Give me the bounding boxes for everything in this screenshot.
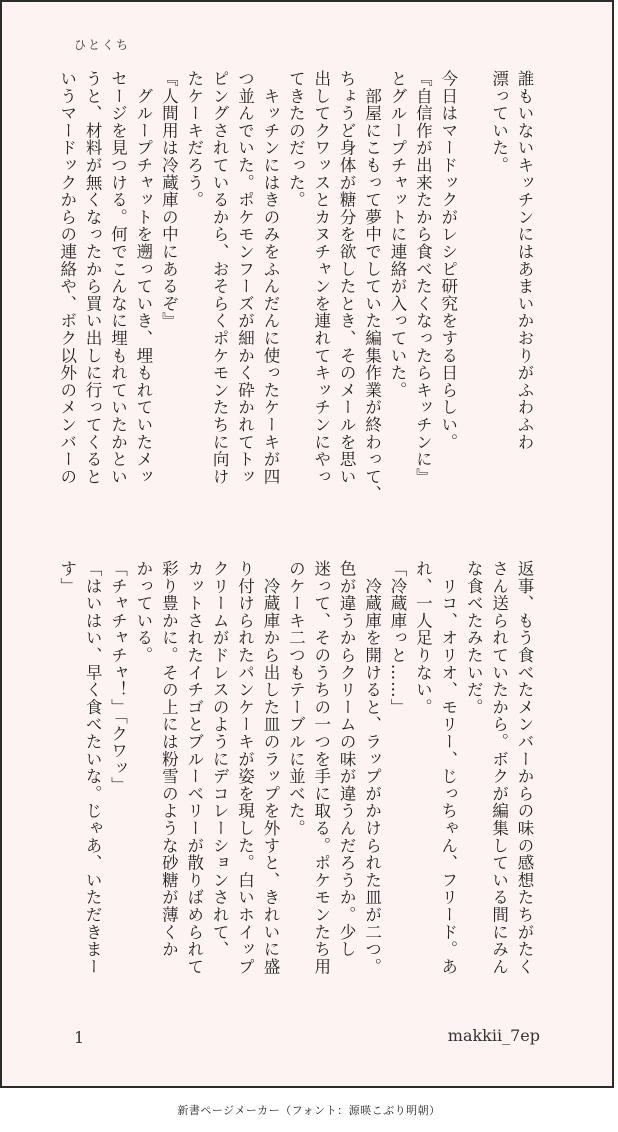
author-handle: makkii_7ep [447,1026,540,1045]
body-text-lower: 返事、もう食べたメンバーからの味の感想たちがたく さん送られていたから。ボクが編集している間にみん な食べたみたいだ。 リコ、オリオ、モリー、じっちゃん、フリード。あ れ、一人足りない。 「冷蔵庫っと……」 冷蔵庫を開けると、ラップがかけられた皿が二つ。 色が違うからクリームの味が違うんだろうか。少し 迷って、そのうちの一つを手に取る。ポケモンたち用 のケーキ二つもテーブルに並べた。 冷蔵庫から出した皿のラップを外すと、きれいに盛 り付けられたパンケーキが姿を現した。白いホイップ クリームがドレスのようにデコレーションされて、 カットされたイチゴとブルーベリーが散りばめられて 彩り豊かに。その上には粉雪のような砂糖が薄くか かっている。 「チャチャチャ！」「クワッ」 「はいはい、早く食べたいな。じゃあ、いただきまー す」 [57,560,534,976]
page-number: 1 [74,1028,85,1047]
body-text-upper: 誰もいないキッチンにはあまいかおりがふわふわ 漂っていた。 今日はマードックがレシピ研究をする日らしい。 『自信作が出来たから食べたくなったらキッチンに』 とグループチャットに連絡が入っていた。 部屋にこもって夢中でしていた編集作業が終わって、 ちょうど身体が糖分を欲したとき、そのメールを思い 出してクワッスとカヌチャンを連れてキッチンにやっ てきたのだった。 キッチンにはきのみをふんだんに使ったケーキが四 つ並んでいた。ポケモンフーズが細かく砕かれてトッ ピングされているから、おそらくポケモンたちに向け たケーキだろう。 『人間用は冷蔵庫の中にあるぞ』 グループチャットを遡っていき、埋もれていたメッ セージを見つける。何でこんなに埋もれていたかとい うと、材料が無くなったから買い出しに行ってくると いうマードックからの連絡や、ボク以外のメンバーの [57,70,534,503]
header-title: ひとくち [74,38,131,52]
footer-credit: 新書ページメーカー（フォント：源暎こぶり明朝） [177,1104,441,1117]
